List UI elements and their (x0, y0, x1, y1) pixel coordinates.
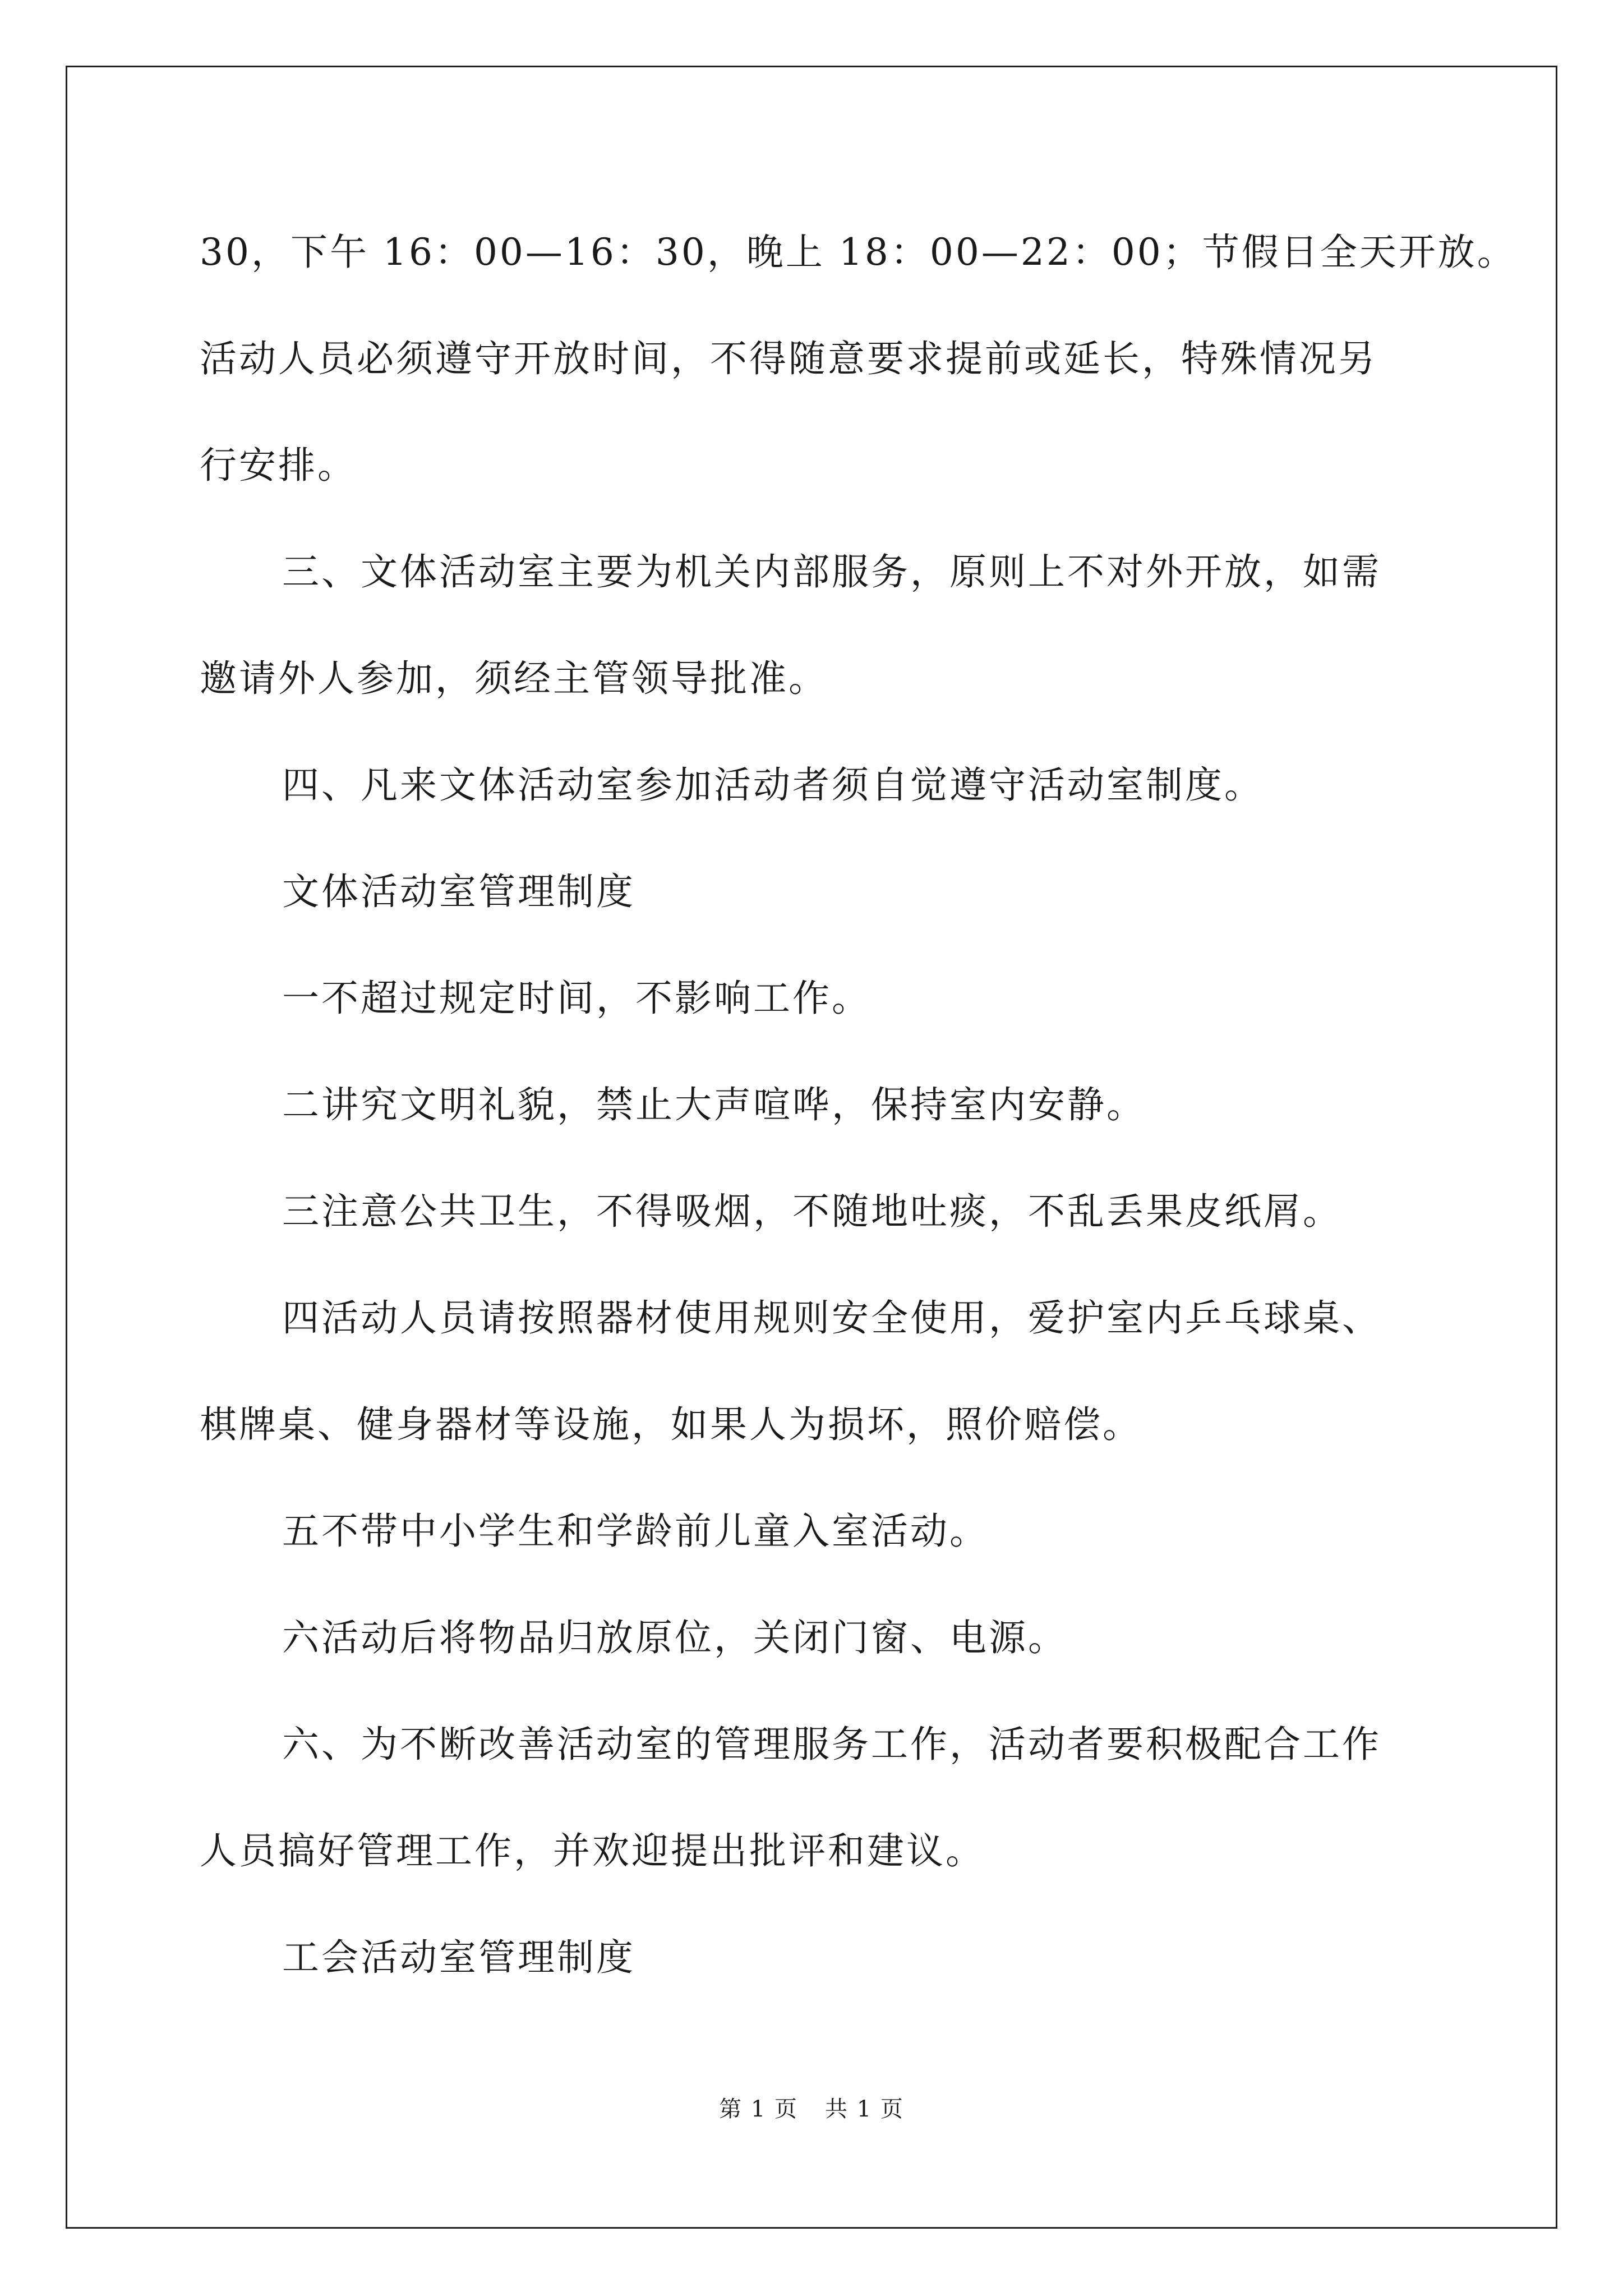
page-total: 共 1 页 (825, 2096, 904, 2122)
paragraph-start: 六、为不断改善活动室的管理服务工作，活动者要积极配合工作 (282, 1723, 1381, 1766)
rule-item: 四活动人员请按照器材使用规则安全使用，爱护室内乒乓球桌、 (282, 1296, 1381, 1340)
page-number: 第 1 页 (719, 2096, 798, 2122)
section-heading: 文体活动室管理制度 (282, 870, 635, 913)
text-line: 活动人员必须遵守开放时间，不得随意要求提前或延长，特殊情况另 (200, 337, 1377, 380)
text-line: 行安排。 (200, 444, 357, 487)
text-line: 邀请外人参加，须经主管领导批准。 (200, 657, 828, 700)
section-heading: 工会活动室管理制度 (282, 1936, 635, 1979)
rule-item: 三注意公共卫生，不得吸烟，不随地吐痰，不乱丢果皮纸屑。 (282, 1190, 1342, 1233)
rule-item: 一不超过规定时间，不影响工作。 (282, 977, 871, 1020)
rule-item: 五不带中小学生和学龄前儿童入室活动。 (282, 1510, 989, 1553)
paragraph-start: 四、凡来文体活动室参加活动者须自觉遵守活动室制度。 (282, 763, 1264, 807)
page-footer (0, 2095, 1623, 2123)
rule-item: 六活动后将物品归放原位，关闭门窗、电源。 (282, 1616, 1067, 1659)
page-frame (66, 66, 1557, 2229)
text-line: 人员搞好管理工作，并欢迎提出批评和建议。 (200, 1829, 985, 1872)
rule-item: 二讲究文明礼貌，禁止大声喧哗，保持室内安静。 (282, 1083, 1146, 1126)
text-line: 棋牌桌、健身器材等设施，如果人为损坏，照价赔偿。 (200, 1403, 1142, 1446)
text-line: 30，下午 16：00—16：30，晚上 18：00—22：00；节假日全天开放。 (200, 231, 1516, 274)
paragraph-start: 三、文体活动室主要为机关内部服务，原则上不对外开放，如需 (282, 550, 1381, 593)
